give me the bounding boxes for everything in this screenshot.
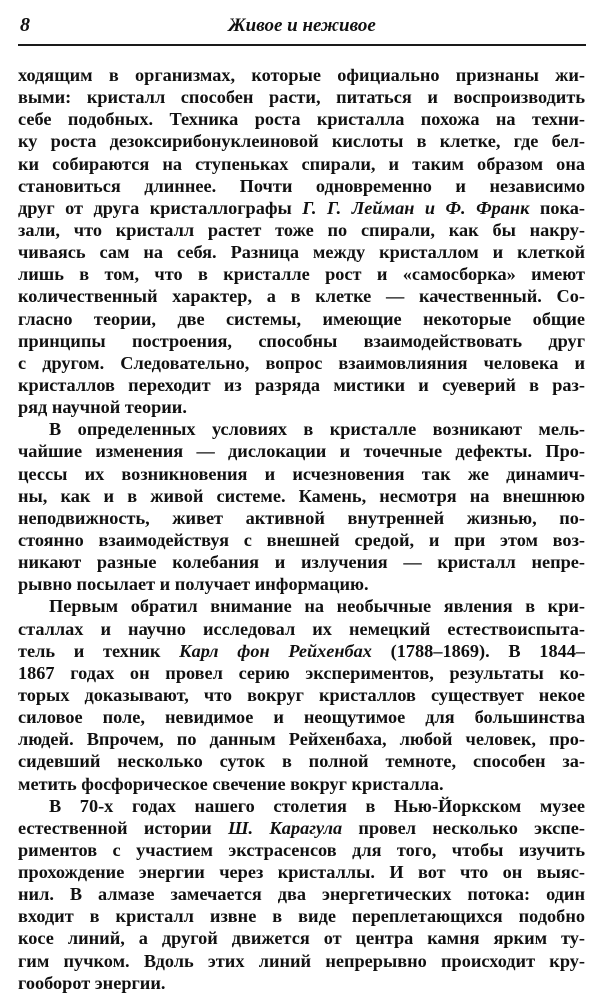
text-line	[18, 595, 585, 617]
text-segment: ряд научной теории.	[18, 397, 187, 418]
text-line	[18, 972, 585, 994]
text-segment: количественный характер, а в клетке — качественный. Со-	[18, 286, 585, 307]
text-line	[18, 330, 585, 352]
text-segment: торых доказывают, что вокруг кристаллов существует некое	[18, 684, 585, 705]
text-line	[18, 507, 585, 529]
text-line	[18, 219, 585, 241]
text-segment: кристаллов переходит из разряда мистики и суеверий в раз-	[18, 374, 585, 395]
text-line	[18, 396, 585, 418]
text-segment: людей. Впрочем, по данным Рейхенбаха, любой человек, про-	[18, 729, 585, 750]
text-line	[18, 950, 585, 972]
text-line	[18, 463, 585, 485]
text-segment: гласно теории, две системы, имеющие некоторые общие	[18, 308, 585, 329]
text-segment: выми: кристалл способен расти, питаться и воспроизводить	[18, 87, 585, 108]
text-segment: ку роста дезоксирибонуклеиновой кислоты в клетке, где бел-	[18, 131, 585, 152]
text-segment: с другом. Следовательно, вопрос взаимовлияния человека и	[18, 352, 585, 373]
text-line	[18, 175, 585, 197]
text-segment: В определенных условиях в кристалле возникают мель-	[49, 419, 585, 440]
text-line	[18, 551, 585, 573]
text-segment: принципы построения, способны взаимодействовать друг	[18, 330, 585, 351]
text-line	[18, 285, 585, 307]
text-line	[18, 241, 585, 263]
italic-name: Ш. Карагула	[227, 817, 343, 838]
text-segment: (1788–1869). В 1844–	[371, 640, 585, 661]
text-line	[18, 485, 585, 507]
text-segment: гим пучком. Вдоль этих линий непрерывно происходит кру-	[18, 950, 585, 971]
text-segment: провел несколько экспе-	[342, 817, 585, 838]
text-line	[18, 618, 585, 640]
text-line	[18, 927, 585, 949]
text-line	[18, 418, 585, 440]
text-line	[18, 728, 585, 750]
text-line	[18, 905, 585, 927]
text-segment: естественной истории	[18, 817, 228, 838]
text-line	[18, 64, 585, 86]
text-segment: неподвижность, живет активной внутренней жизнью, по-	[18, 507, 585, 528]
text-segment: ки собираются на ступеньках спирали, и таким образом она	[18, 153, 585, 174]
text-line	[18, 883, 585, 905]
text-line	[18, 374, 585, 396]
text-line	[18, 817, 585, 839]
text-segment: пока-	[529, 197, 585, 218]
text-segment: себе подобных. Техника роста кристалла похожа на техни-	[18, 109, 585, 130]
text-segment: никают разные колебания и излучения — кристалл непре-	[18, 552, 585, 573]
body-text	[18, 64, 585, 994]
text-segment: цессы их возникновения и исчезновения так же динамич-	[18, 463, 585, 484]
text-segment: чиваясь сам на себя. Разница между кристаллом и клеткой	[18, 242, 585, 263]
text-segment: рывно посылает и получает информацию.	[18, 574, 369, 595]
text-segment: сидевший несколько суток в полной темноте, способен за-	[18, 751, 585, 772]
text-segment: прохождение энергии через кристаллы. И вот что он выяс-	[18, 862, 585, 883]
text-line	[18, 529, 585, 551]
text-segment: косе линий, а другой движется от центра камня ярким ту-	[18, 928, 585, 949]
text-line	[18, 795, 585, 817]
text-line	[18, 197, 585, 219]
text-segment: лишь в том, что в кристалле рост и «самосборка» имеют	[18, 264, 585, 285]
text-segment: риментов с участием экстрасенсов для того, чтобы изучить	[18, 839, 585, 860]
text-line	[18, 86, 585, 108]
text-line	[18, 640, 585, 662]
page-number: 8	[20, 14, 30, 36]
text-segment: чайшие изменения — дислокации и точечные дефекты. Про-	[18, 441, 585, 462]
text-line	[18, 263, 585, 285]
text-line	[18, 153, 585, 175]
text-segment: нил. В алмазе замечается два энергетических потока: один	[18, 884, 585, 905]
text-line	[18, 108, 585, 130]
text-segment: тель и техник	[18, 640, 180, 661]
text-line	[18, 773, 585, 795]
text-line	[18, 662, 585, 684]
text-line	[18, 750, 585, 772]
text-line	[18, 308, 585, 330]
text-line	[18, 684, 585, 706]
text-segment: входит в кристалл извне в виде переплетающихся подобно	[18, 906, 585, 927]
text-line	[18, 573, 585, 595]
italic-name: Г. Г. Лейман и Ф. Франк	[302, 197, 530, 218]
text-segment: гооборот энергии.	[18, 972, 166, 993]
text-segment: В 70-х годах нашего столетия в Нью-Йоркском музее	[49, 795, 585, 816]
text-segment: ходящим в организмах, которые официально признаны жи-	[18, 65, 585, 85]
text-line	[18, 839, 585, 861]
text-segment: сталлах и научно исследовал их немецкий естествоиспыта-	[18, 618, 585, 639]
text-segment: стоянно взаимодействуя с внешней средой, и при этом воз-	[18, 529, 585, 550]
text-segment: становиться длиннее. Почти одновременно и независимо	[18, 175, 585, 196]
text-segment: 1867 годах он провел серию экспериментов, результаты ко-	[18, 662, 585, 683]
text-line	[18, 130, 585, 152]
text-segment: метить фосфорическое свечение вокруг кристалла.	[18, 773, 444, 794]
italic-name: Карл фон Рейхенбах	[179, 640, 372, 661]
text-segment: друг от друга кристаллографы	[18, 197, 303, 218]
text-line	[18, 706, 585, 728]
text-line	[18, 861, 585, 883]
text-segment: ны, как и в живой системе. Камень, несмотря на внешнюю	[18, 485, 585, 506]
text-segment: зали, что кристалл растет тоже по спирали, как бы накру-	[18, 219, 585, 240]
page-header	[18, 12, 586, 46]
text-segment: силовое поле, невидимое и неощутимое для большинства	[18, 707, 585, 728]
text-line	[18, 440, 585, 462]
text-line	[18, 352, 585, 374]
text-segment: Первым обратил внимание на необычные явления в кри-	[49, 596, 585, 617]
running-title: Живое и неживое	[228, 15, 376, 36]
